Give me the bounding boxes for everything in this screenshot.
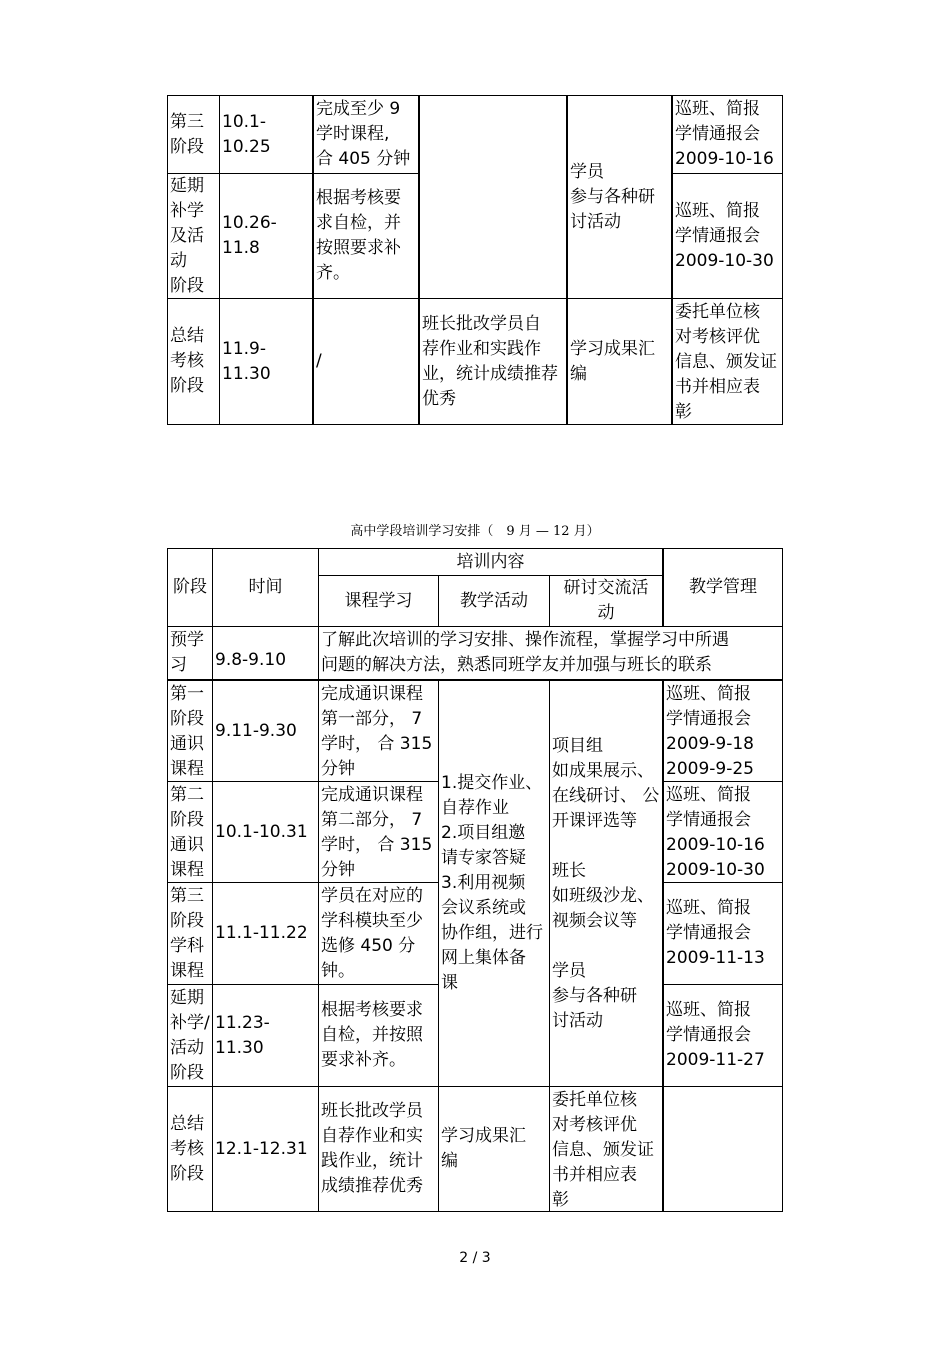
t2-pre-stage: 预学 习 bbox=[167, 626, 213, 680]
t1-stage-final: 总结 考核 阶段 bbox=[167, 298, 220, 425]
t2-stage-extend: 延期 补学/ 活动 阶段 bbox=[167, 984, 213, 1087]
t2-header-time: 时间 bbox=[212, 548, 319, 627]
t2-course-final: 班长批改学员 自荐作业和实 践作业，统计 成绩推荐优秀 bbox=[318, 1086, 439, 1212]
t2-header-activity: 教学活动 bbox=[438, 575, 550, 627]
t2-admin-extend: 巡班、简报 学情通报会 2009-11-27 bbox=[663, 984, 783, 1087]
t1-admin-final: 委托单位核 对考核评优 信息、颁发证 书并相应表 彰 bbox=[672, 298, 783, 425]
t2-pre-time: 9.8-9.10 bbox=[212, 626, 319, 680]
t2-time-1: 9.11-9.30 bbox=[212, 680, 319, 782]
t1-stage-3: 第三 阶段 bbox=[167, 95, 220, 174]
t2-time-extend: 11.23-11.30 bbox=[212, 984, 319, 1087]
t2-pre-desc: 了解此次培训的学习安排、操作流程，掌握学习中所遇 问题的解决方法，熟悉同班学友并加强与班长的联系 bbox=[318, 626, 783, 680]
t2-header-stage: 阶段 bbox=[167, 548, 213, 627]
t1-time-final: 11.9-11.30 bbox=[219, 298, 313, 425]
t1-activity-final: 班长批改学员自 荐作业和实践作 业，统计成绩推荐 优秀 bbox=[419, 298, 567, 425]
t2-course-2: 完成通识课程 第二部分， 7 学时， 合 315 分钟 bbox=[318, 781, 439, 883]
t2-activity-merged: 1.提交作业、 自荐作业 2.项目组邀 请专家答疑 3.利用视频 会议系统或 协作组，进行 网上集体备 课 bbox=[438, 680, 550, 1087]
t2-header-admin: 教学管理 bbox=[663, 548, 783, 627]
t2-time-final: 12.1-12.31 bbox=[212, 1086, 319, 1212]
t2-course-1: 完成通识课程 第一部分， 7 学时， 合 315 分钟 bbox=[318, 680, 439, 782]
t1-admin-extend: 巡班、简报 学情通报会 2009-10-30 bbox=[672, 173, 783, 299]
t2-admin-3: 巡班、简报 学情通报会 2009-11-13 bbox=[663, 882, 783, 985]
t2-stage-1: 第一 阶段 通识 课程 bbox=[167, 680, 213, 782]
table-2-title: 高中学段培训学习安排（ 9 月 — 12 月） bbox=[350, 524, 600, 539]
t2-stage-final: 总结 考核 阶段 bbox=[167, 1086, 213, 1212]
page-number: 2 / 3 bbox=[459, 1250, 491, 1266]
t1-course-3: 完成至少 9 学时课程, 合 405 分钟 bbox=[313, 95, 419, 174]
t2-seminar-merged: 项目组 如成果展示、 在线研讨、 公 开课评选等 班长 如班级沙龙、 视频会议等 学员 参与各种研 讨活动 bbox=[549, 680, 663, 1087]
t2-seminar-final: 委托单位核 对考核评优 信息、颁发证 书并相应表 彰 bbox=[549, 1086, 663, 1212]
t2-activity-final: 学习成果汇 编 bbox=[438, 1086, 550, 1212]
t1-activity-merged bbox=[419, 95, 567, 299]
t2-course-extend: 根据考核要求 自检，并按照 要求补齐。 bbox=[318, 984, 439, 1087]
t1-admin-3: 巡班、简报 学情通报会 2009-10-16 bbox=[672, 95, 783, 174]
t2-stage-2: 第二 阶段 通识 课程 bbox=[167, 781, 213, 883]
t1-course-final: / bbox=[313, 298, 419, 425]
t2-stage-3: 第三 阶段 学科 课程 bbox=[167, 882, 213, 985]
t2-time-2: 10.1-10.31 bbox=[212, 781, 319, 883]
t1-course-extend: 根据考核要 求自检，并 按照要求补 齐。 bbox=[313, 173, 419, 299]
t2-header-course: 课程学习 bbox=[318, 575, 439, 627]
t2-admin-final bbox=[663, 1086, 783, 1212]
t1-time-3: 10.1-10.25 bbox=[219, 95, 313, 174]
t1-time-extend: 10.26-11.8 bbox=[219, 173, 313, 299]
t1-stage-extend: 延期 补学 及活 动 阶段 bbox=[167, 173, 220, 299]
t2-admin-2: 巡班、简报 学情通报会 2009-10-16 2009-10-30 bbox=[663, 781, 783, 883]
t2-header-seminar: 研讨交流活 动 bbox=[549, 575, 663, 627]
t1-seminar-final: 学习成果汇 编 bbox=[567, 298, 672, 425]
t2-header-content: 培训内容 bbox=[318, 548, 663, 576]
t1-seminar-merged: 学员 参与各种研 讨活动 bbox=[567, 95, 672, 299]
t2-course-3: 学员在对应的 学科模块至少 选修 450 分 钟。 bbox=[318, 882, 439, 985]
t2-admin-1: 巡班、简报 学情通报会 2009-9-18 2009-9-25 bbox=[663, 680, 783, 782]
t2-time-3: 11.1-11.22 bbox=[212, 882, 319, 985]
